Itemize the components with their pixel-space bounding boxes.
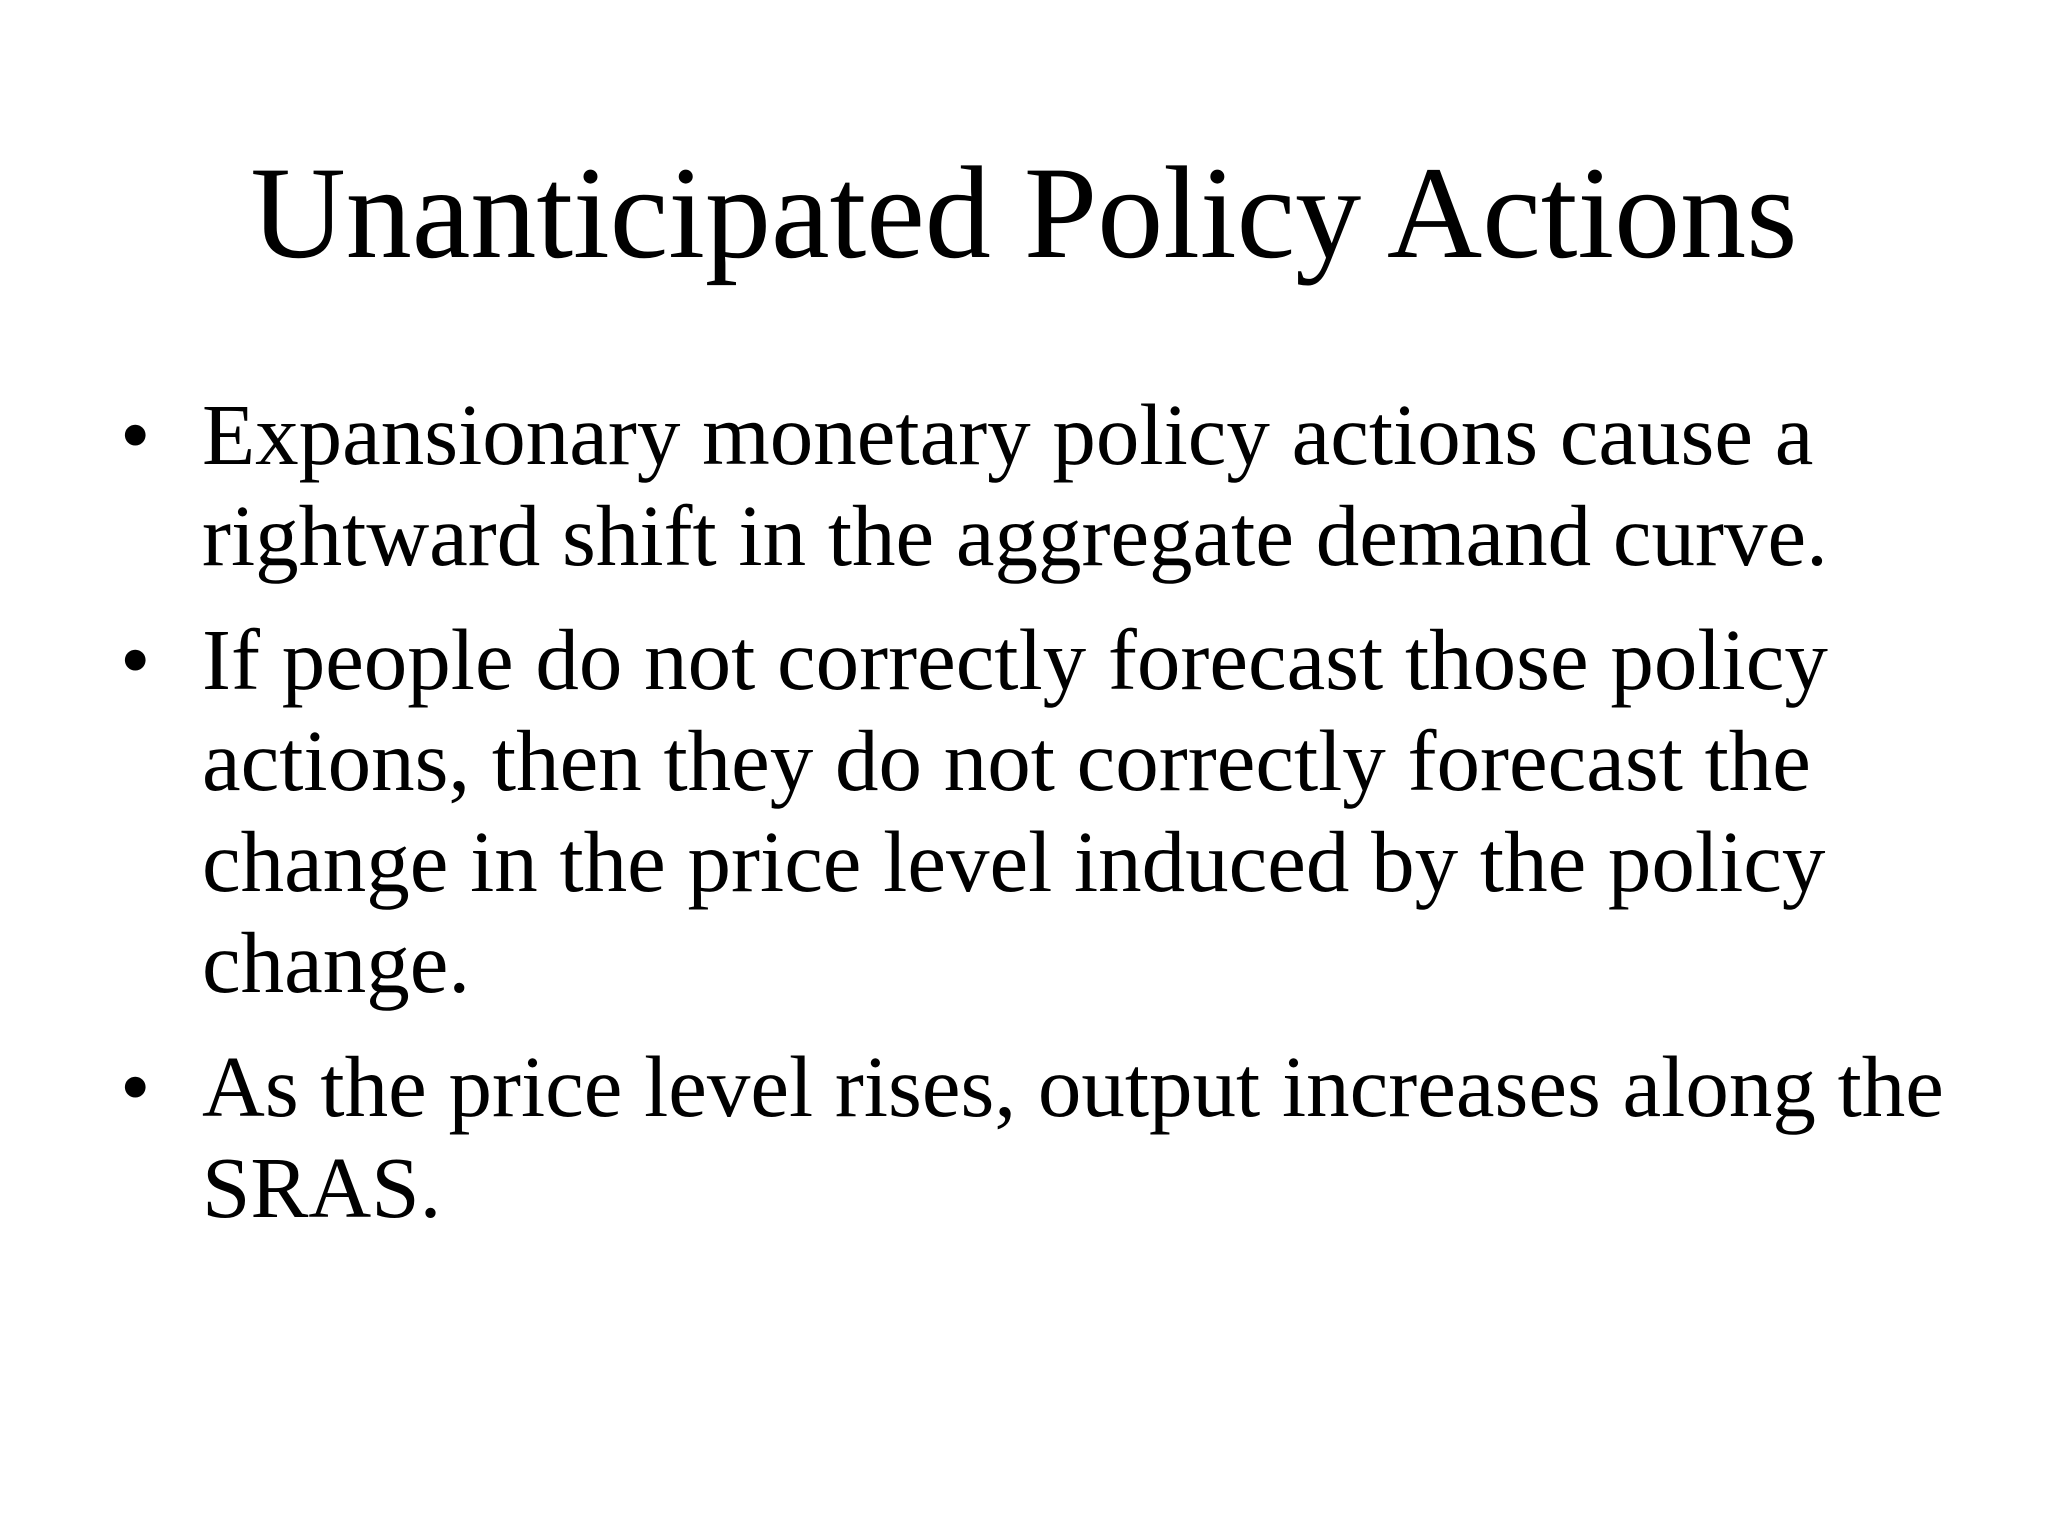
- bullet-list: [120, 384, 1960, 1261]
- bullet-marker: •: [120, 611, 151, 708]
- bullet-item-3: [120, 1036, 1960, 1238]
- bullet-text: Expansionary monetary policy actions cause a rightward shift in the aggregate demand curve.: [202, 386, 1828, 584]
- bullet-item-1: [120, 384, 1960, 586]
- bullet-text: If people do not correctly forecast those policy actions, then they do not correctly forecast the change in the price level induced by the policy change.: [202, 611, 1828, 1011]
- slide-title: Unanticipated Policy Actions: [250, 139, 1798, 286]
- bullet-marker: •: [120, 386, 151, 483]
- bullet-item-2: [120, 609, 1960, 1013]
- bullet-text: As the price level rises, output increases along the SRAS.: [202, 1038, 1944, 1236]
- bullet-marker: •: [120, 1038, 151, 1135]
